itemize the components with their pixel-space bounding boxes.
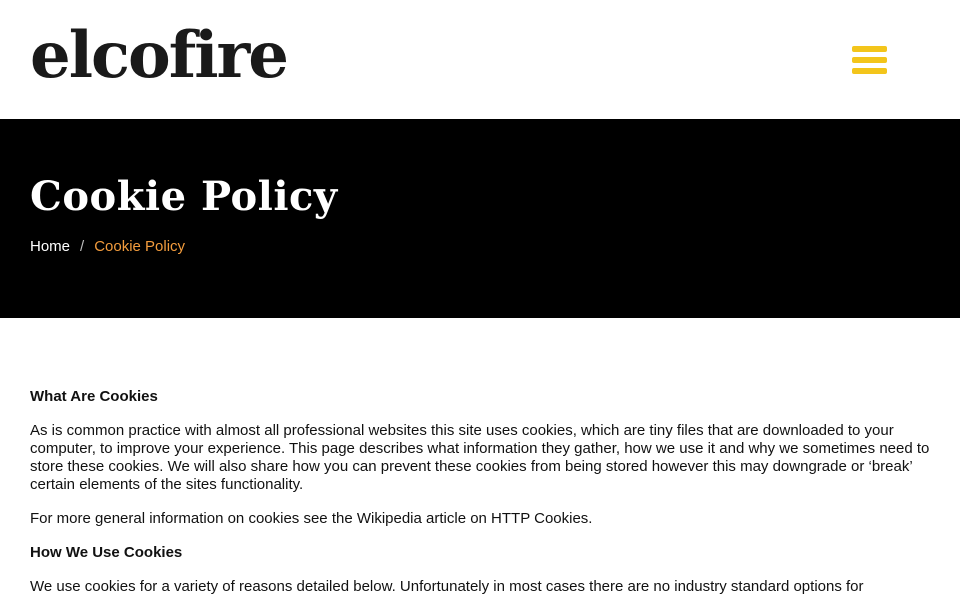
menu-bar-bottom xyxy=(852,68,887,74)
menu-bar-top xyxy=(852,46,887,52)
paragraph-how-we-use-cookies: We use cookies for a variety of reasons detailed below. Unfortunately in most cases there are no industry standard options for xyxy=(30,578,864,595)
site-logo[interactable]: elcofire xyxy=(30,17,287,93)
hamburger-menu-icon[interactable] xyxy=(852,46,887,74)
breadcrumb-current: Cookie Policy xyxy=(94,238,186,255)
breadcrumb-separator: / xyxy=(80,238,85,255)
page-hero xyxy=(0,119,960,318)
section-heading-how-we-use-cookies: How We Use Cookies xyxy=(30,544,183,561)
page-title: Cookie Policy xyxy=(30,173,338,220)
breadcrumb xyxy=(30,238,930,255)
paragraph-what-are-cookies: As is common practice with almost all professional websites this site uses cookies, which are tiny files that are downloaded to your computer, to improve your experience. This page describes what information they gather, how we use it and why we sometimes need to store these cookies. We will also share how you can prevent these cookies from being stored however this may downgrade or ‘break’ certain elements of the sites functionality. xyxy=(30,422,930,493)
menu-bar-middle xyxy=(852,57,887,63)
paragraph-more-info: For more general information on cookies see the Wikipedia article on HTTP Cookies. xyxy=(30,510,593,527)
breadcrumb-home-link[interactable]: Home xyxy=(30,238,71,255)
section-heading-what-are-cookies: What Are Cookies xyxy=(30,388,158,405)
policy-content xyxy=(0,318,960,596)
site-header xyxy=(0,0,960,119)
